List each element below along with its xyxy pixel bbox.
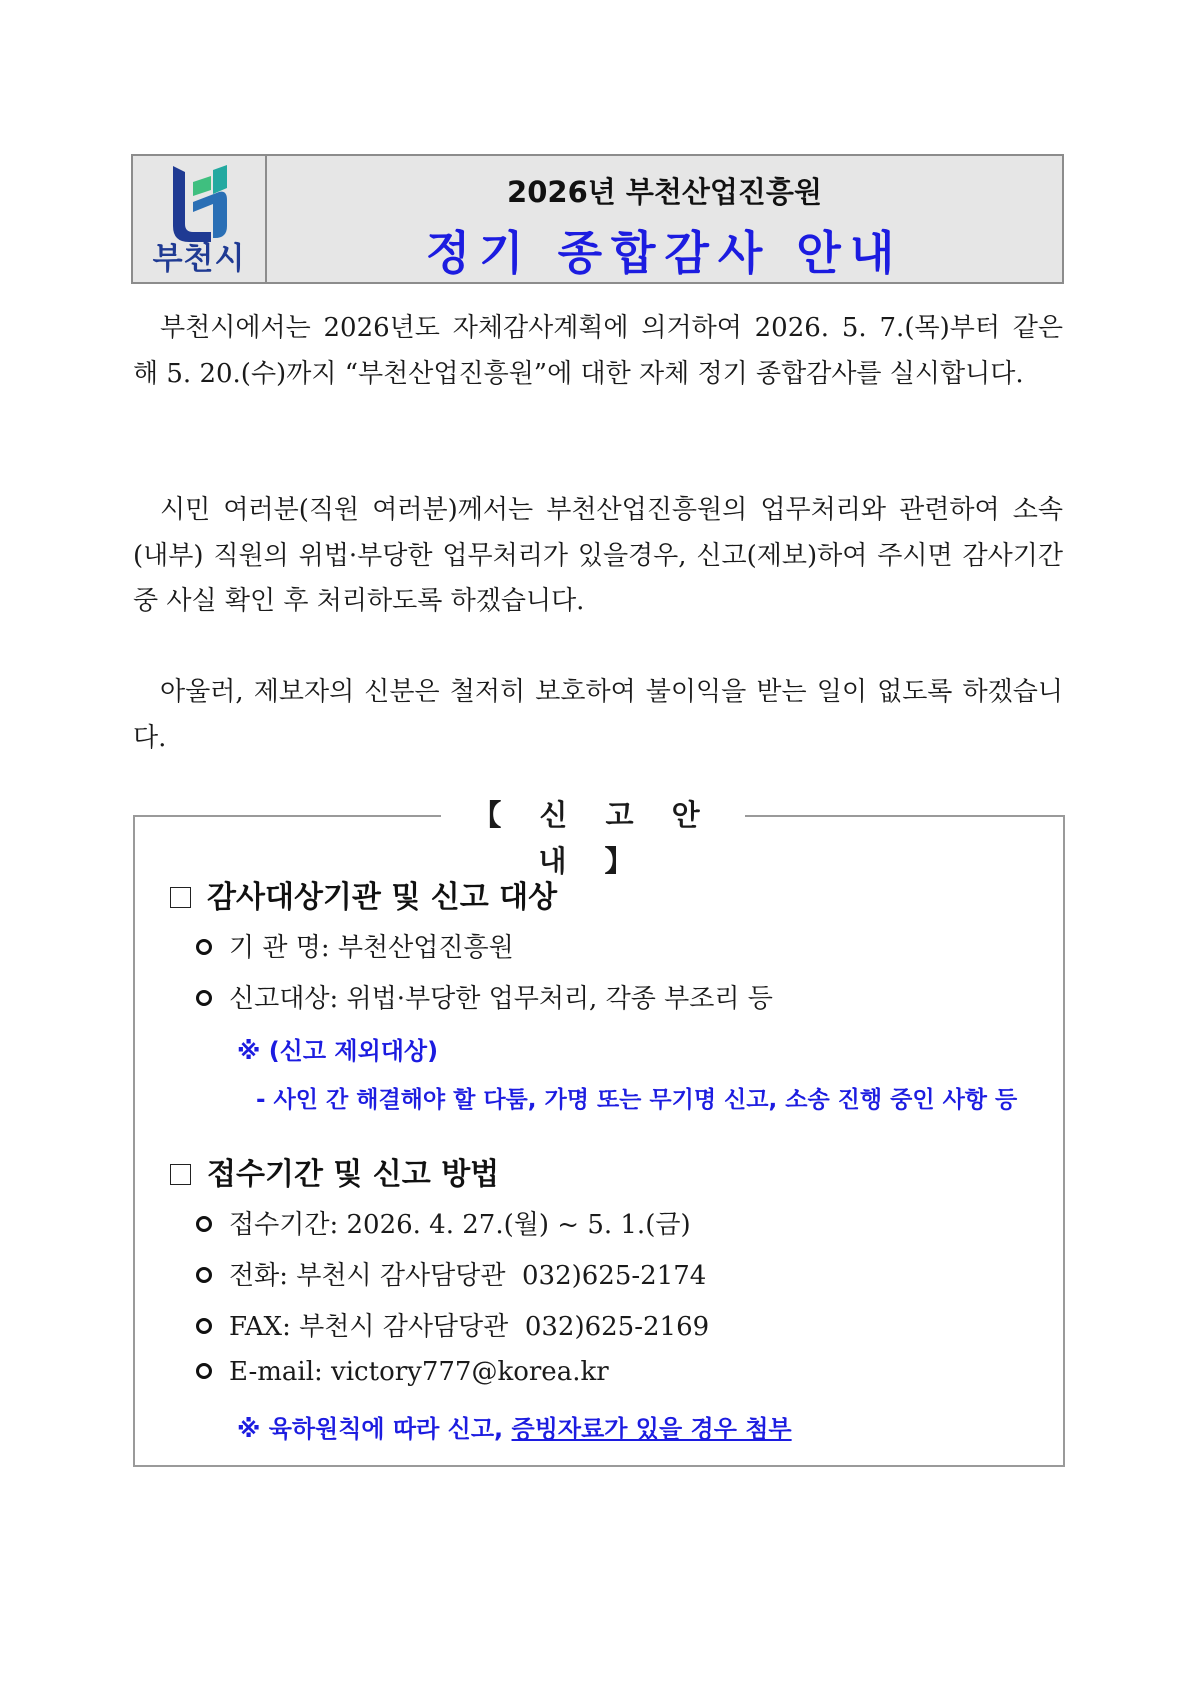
exclusion-note-title: ※ (신고 제외대상) xyxy=(237,1037,439,1065)
paragraph-2: 시민 여러분(직원 여러분)께서는 부천산업진흥원의 업무처리와 관련하여 소속(내부) 직원의 위법·부당한 업무처리가 있을경우, 신고(제보)하여 주시면 감사기간 중 사실 확인 후 처리하도록 하겠습니다. xyxy=(133,495,1063,616)
attachment-note: ※ 육하원칙에 따라 신고, 증빙자료가 있을 경우 첨부 xyxy=(237,1415,792,1443)
title-cell xyxy=(267,156,1062,282)
paragraph-3: 아울러, 제보자의 신분은 철저히 보호하여 불이익을 받는 일이 없도록 하겠습니다. xyxy=(133,677,1063,753)
circle-bullet-icon xyxy=(196,990,212,1006)
list-item: 전화: 부천시 감사담당관 032)625-2174 xyxy=(196,1255,706,1292)
bucheon-logo-icon xyxy=(169,164,231,244)
circle-bullet-icon xyxy=(196,1216,212,1232)
list-item: 접수기간: 2026. 4. 27.(월) ~ 5. 1.(금) xyxy=(196,1204,691,1241)
logo xyxy=(133,156,267,282)
list-item: 신고대상: 위법·부당한 업무처리, 각종 부조리 등 xyxy=(196,978,773,1015)
section-heading-method: 접수기간 및 신고 방법 xyxy=(170,1149,499,1193)
list-item: 기 관 명: 부천산업진흥원 xyxy=(196,927,514,964)
report-guide-title: 【 신 고 안 내 】 xyxy=(441,792,745,838)
document-title: 정기 종합감사 안내 xyxy=(425,226,904,280)
circle-bullet-icon xyxy=(196,1363,212,1379)
list-item-email: E-mail: victory777@korea.kr xyxy=(196,1357,609,1387)
paragraph-1: 부천시에서는 2026년도 자체감사계획에 의거하여 2026. 5. 7.(목)부터 같은 해 5. 20.(수)까지 “부천산업진흥원”에 대한 자체 정기 종합감사를 실시합니다. xyxy=(133,313,1063,389)
document-subtitle: 2026년 부천산업진흥원 xyxy=(507,175,822,209)
circle-bullet-icon xyxy=(196,1318,212,1334)
checkbox-square-icon xyxy=(170,1164,191,1185)
circle-bullet-icon xyxy=(196,939,212,955)
attachment-note-underlined: 증빙자료가 있을 경우 첨부 xyxy=(511,1415,792,1443)
section-heading-target: 감사대상기관 및 신고 대상 xyxy=(170,872,557,916)
checkbox-square-icon xyxy=(170,887,191,908)
list-item: FAX: 부천시 감사담당관 032)625-2169 xyxy=(196,1306,709,1343)
circle-bullet-icon xyxy=(196,1267,212,1283)
logo-text: 부천시 xyxy=(152,241,246,277)
exclusion-note-detail: - 사인 간 해결해야 할 다툼, 가명 또는 무기명 신고, 소송 진행 중인 사항 등 xyxy=(256,1087,1018,1113)
header-box xyxy=(131,154,1064,284)
